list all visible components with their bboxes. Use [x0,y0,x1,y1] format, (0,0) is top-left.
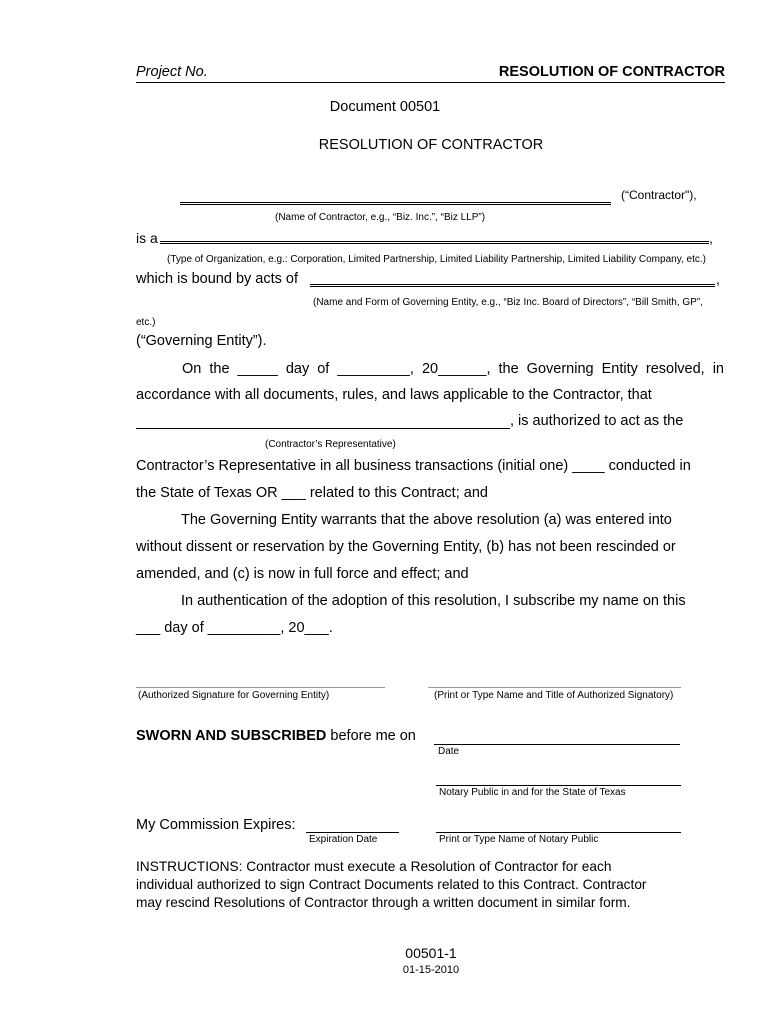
paragraph-1-line-5: the State of Texas OR ___ related to this Contract; and [136,485,488,501]
date-caption: Date [438,746,460,757]
page-number: 00501-1 [405,945,457,961]
paragraph-1-line-3: , is authorized to act as the [510,413,684,429]
paragraph-2-line-1: The Governing Entity warrants that the above resolution (a) was entered into [181,512,672,528]
paragraph-3-line-1: In authentication of the adoption of this resolution, I subscribe my name on this [181,593,686,609]
organization-type-line[interactable] [160,241,709,244]
notary-name-caption: Print or Type Name of Notary Public [439,834,599,845]
etc-text: etc.) [136,317,156,328]
contractor-suffix: (“Contractor"), [621,188,697,202]
representative-name-line[interactable] [136,428,510,429]
paragraph-3-line-2: ___ day of _________, 20___. [136,620,333,636]
sworn-rest-text: before me on [330,728,416,744]
entity-comma: , [716,271,720,287]
printed-name-caption: (Print or Type Name and Title of Authorized Signatory) [434,690,674,701]
sworn-statement [136,728,416,744]
document-title: RESOLUTION OF CONTRACTOR [318,137,544,153]
sworn-date-line[interactable] [434,744,680,745]
revision-date: 01-15-2010 [402,964,460,976]
contractor-name-line[interactable] [180,202,611,205]
paragraph-1-line-4: Contractor’s Representative in all business transactions (initial one) ____ conducted in [136,458,691,474]
organization-caption: (Type of Organization, e.g.: Corporation, Limited Partnership, Limited Liability Partnership, Limited Liability Company, etc.) [167,254,706,265]
notary-name-line[interactable] [436,832,681,833]
document-number: Document 00501 [329,99,441,115]
is-a-label: is a [136,230,158,246]
commission-expires-label: My Commission Expires: [136,817,296,833]
header-title: RESOLUTION OF CONTRACTOR [498,64,725,80]
governing-entity-line[interactable] [310,284,715,287]
notary-signature-line[interactable] [436,785,681,786]
authorized-signature-caption: (Authorized Signature for Governing Entity) [138,690,330,701]
paragraph-2-line-2: without dissent or reservation by the Governing Entity, (b) has not been rescinded or [136,539,676,555]
header-rule [136,82,725,83]
bound-by-label: which is bound by acts of [136,271,299,287]
paragraph-1-line-1: On the _____ day of _________, 20______, the Governing Entity resolved, in [182,361,724,377]
instructions-line-2: individual authorized to sign Contract Documents related to this Contract. Contractor [136,877,647,892]
instructions-line-3: may rescind Resolutions of Contractor through a written document in similar form. [136,895,631,910]
sworn-bold-text: SWORN AND SUBSCRIBED [136,728,327,744]
printed-name-line[interactable] [428,687,681,688]
project-number-label: Project No. [136,64,208,80]
notary-caption: Notary Public in and for the State of Texas [439,787,626,798]
representative-caption: (Contractor’s Representative) [265,439,396,450]
instructions-line-1: INSTRUCTIONS: Contractor must execute a Resolution of Contractor for each [136,859,612,874]
expiration-date-caption: Expiration Date [309,834,378,845]
authorized-signature-line[interactable] [136,687,385,688]
governing-entity-definition: (“Governing Entity”). [136,333,267,349]
entity-caption: (Name and Form of Governing Entity, e.g., “Biz Inc. Board of Directors”, “Bill Smith, GP”, [313,297,703,308]
paragraph-1-line-2: accordance with all documents, rules, and laws applicable to the Contractor, that [136,387,652,403]
contractor-caption: (Name of Contractor, e.g., “Biz. Inc.”, “Biz LLP”) [275,212,486,223]
expiration-date-line[interactable] [306,832,399,833]
org-comma: , [709,230,713,246]
paragraph-2-line-3: amended, and (c) is now in full force and effect; and [136,566,469,582]
